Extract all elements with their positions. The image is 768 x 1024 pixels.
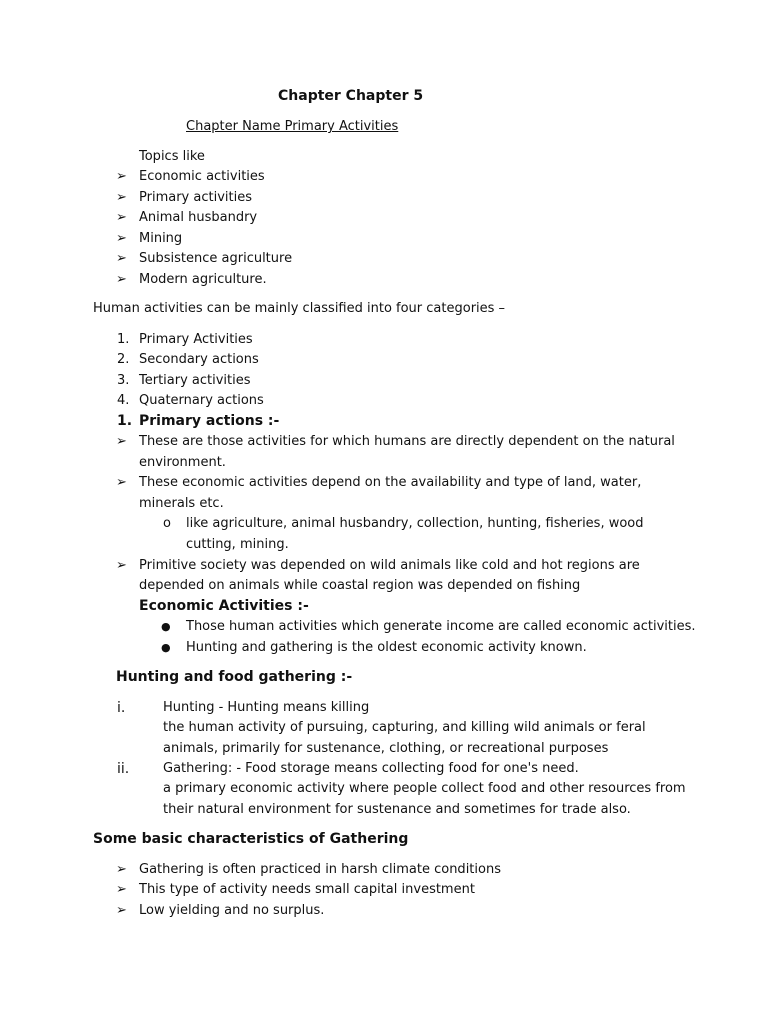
primitive-line: depended on animals while coastal region was depended on fishing <box>139 578 581 593</box>
circle-bullet-icon: o <box>163 516 171 531</box>
arrow-bullet-icon: ➢ <box>116 169 127 184</box>
roman-numeral: ii. <box>117 761 130 777</box>
topic-item: Modern agriculture. <box>139 272 267 287</box>
page-title: Chapter Chapter 5 <box>278 88 424 104</box>
sub-point-line: like agriculture, animal husbandry, collection, hunting, fisheries, wood <box>186 516 644 531</box>
hunting-line: animals, primarily for sustenance, clothing, or recreational purposes <box>163 741 609 756</box>
arrow-bullet-icon: ➢ <box>116 251 127 266</box>
characteristic-item: Gathering is often practiced in harsh climate conditions <box>139 862 501 877</box>
list-number: 4. <box>117 393 130 408</box>
arrow-bullet-icon: ➢ <box>116 210 127 225</box>
topic-item: Animal husbandry <box>139 210 258 225</box>
arrow-bullet-icon: ➢ <box>116 231 127 246</box>
primary-point-line: These are those activities for which humans are directly dependent on the natural <box>139 434 675 449</box>
hunting-line: Hunting - Hunting means killing <box>163 700 370 715</box>
category-item: Primary Activities <box>139 332 253 347</box>
intro-paragraph: Human activities can be mainly classified into four categories – <box>93 301 506 316</box>
section-number: 1. <box>117 413 133 429</box>
list-number: 1. <box>117 332 130 347</box>
category-item: Secondary actions <box>139 352 259 367</box>
gathering-line: their natural environment for sustenance and sometimes for trade also. <box>163 802 631 817</box>
gathering-line: Gathering: - Food storage means collecting food for one's need. <box>163 761 579 776</box>
characteristic-item: This type of activity needs small capital investment <box>139 882 475 897</box>
arrow-bullet-icon: ➢ <box>116 903 127 918</box>
topics-label: Topics like <box>139 149 205 164</box>
sub-point-line: cutting, mining. <box>186 537 289 552</box>
dot-bullet-icon: ● <box>161 641 171 654</box>
primary-point-line: environment. <box>139 455 226 470</box>
hunting-heading: Hunting and food gathering :- <box>116 669 353 685</box>
roman-numeral: i. <box>117 700 126 716</box>
category-item: Tertiary activities <box>139 373 251 388</box>
econ-point: Those human activities which generate income are called economic activities. <box>186 619 696 634</box>
arrow-bullet-icon: ➢ <box>116 434 127 449</box>
topic-item: Primary activities <box>139 190 252 205</box>
arrow-bullet-icon: ➢ <box>116 272 127 287</box>
primary-point-line: minerals etc. <box>139 496 224 511</box>
arrow-bullet-icon: ➢ <box>116 190 127 205</box>
characteristics-heading: Some basic characteristics of Gathering <box>93 831 409 847</box>
gathering-line: a primary economic activity where people collect food and other resources from <box>163 781 686 796</box>
primary-actions-heading: Primary actions :- <box>139 413 280 429</box>
econ-point: Hunting and gathering is the oldest economic activity known. <box>186 640 587 655</box>
chapter-name: Chapter Name Primary Activities <box>186 119 399 134</box>
list-number: 2. <box>117 352 130 367</box>
characteristic-item: Low yielding and no surplus. <box>139 903 325 918</box>
economic-activities-heading: Economic Activities :- <box>139 598 309 614</box>
arrow-bullet-icon: ➢ <box>116 558 127 573</box>
category-item: Quaternary actions <box>139 393 264 408</box>
arrow-bullet-icon: ➢ <box>116 862 127 877</box>
arrow-bullet-icon: ➢ <box>116 475 127 490</box>
dot-bullet-icon: ● <box>161 620 171 633</box>
hunting-line: the human activity of pursuing, capturing, and killing wild animals or feral <box>163 720 646 735</box>
arrow-bullet-icon: ➢ <box>116 882 127 897</box>
topic-item: Subsistence agriculture <box>139 251 293 266</box>
primitive-line: Primitive society was depended on wild animals like cold and hot regions are <box>139 558 640 573</box>
list-number: 3. <box>117 373 130 388</box>
topic-item: Mining <box>139 231 183 246</box>
topic-item: Economic activities <box>139 169 265 184</box>
primary-point-line: These economic activities depend on the availability and type of land, water, <box>139 475 642 490</box>
